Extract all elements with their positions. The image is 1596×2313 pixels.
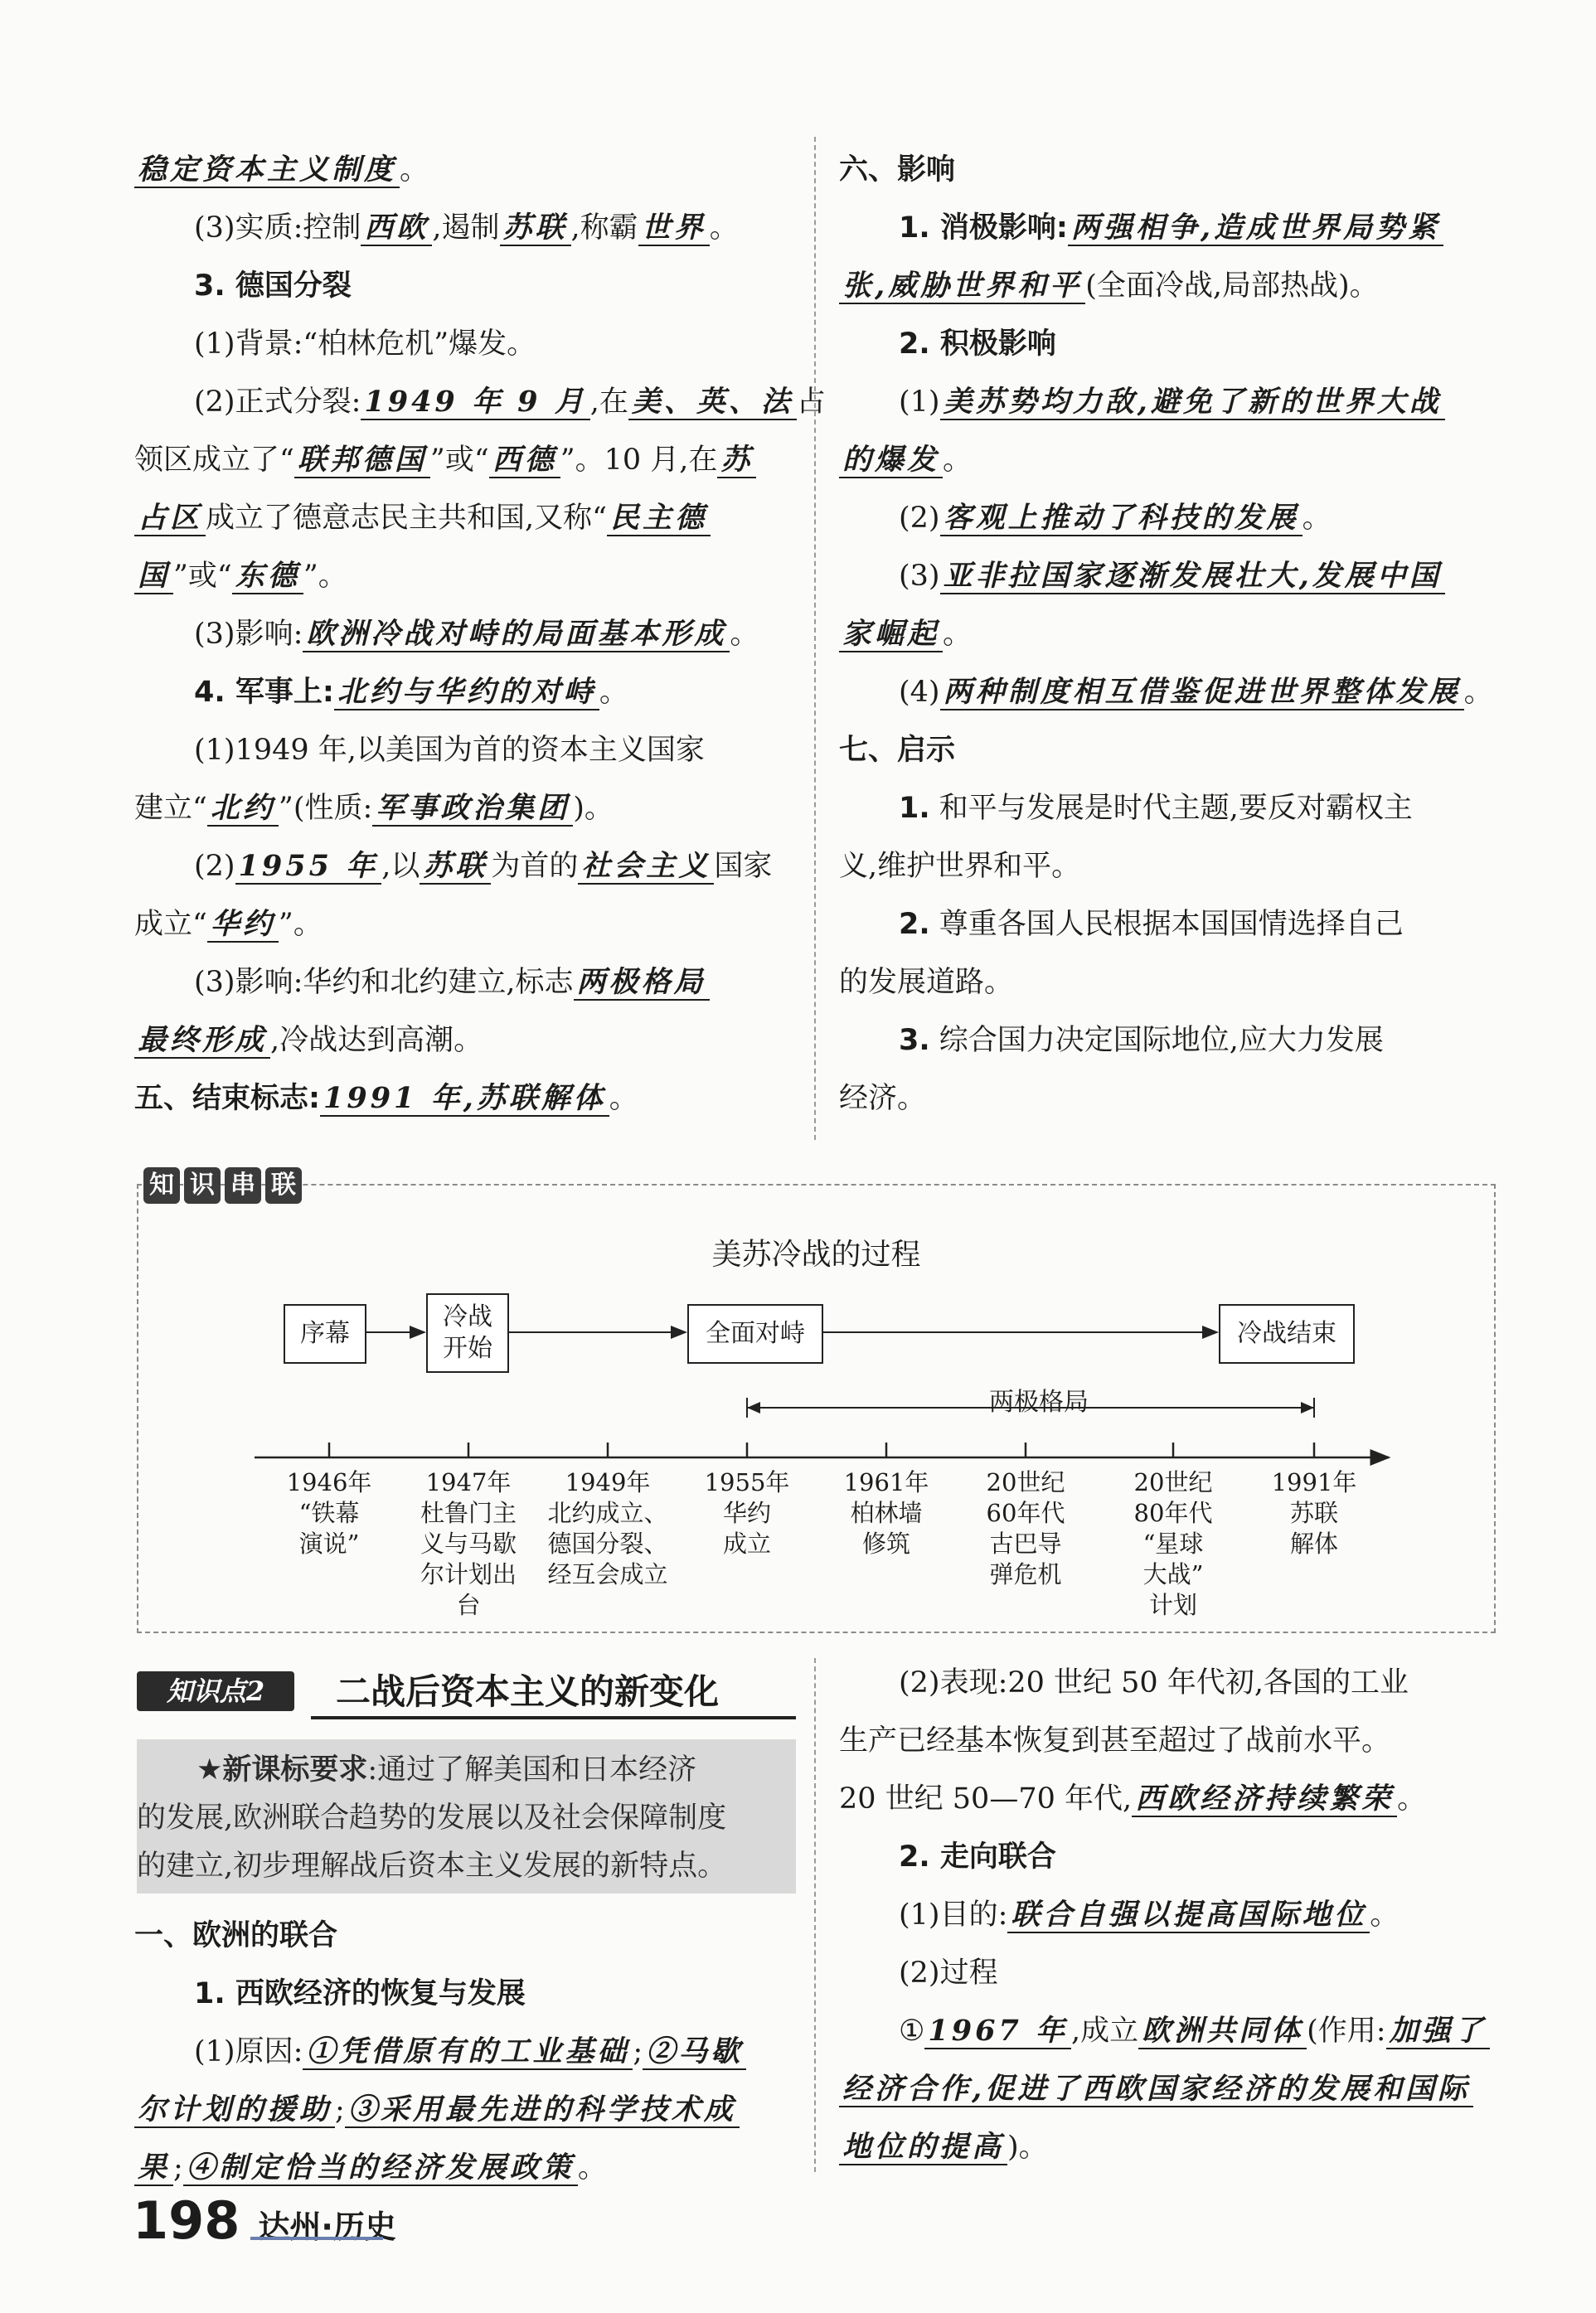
answer-fill: 军事政治集团 — [372, 791, 573, 827]
text-span: (2)表现:20 世纪 50 年代初,各国的工业 — [899, 1666, 1409, 1700]
text-line — [134, 373, 826, 431]
text-line — [839, 2060, 1498, 2118]
answer-fill: 两极格局 — [574, 965, 710, 1001]
text-line — [134, 141, 793, 199]
text-span: 为首的 — [491, 850, 579, 883]
text-span: (3)影响: — [194, 618, 303, 651]
answer-fill: 联合自强以提高国际地位 — [1007, 1898, 1370, 1933]
item-heading: 4. 军事上: — [194, 676, 334, 709]
event-1961: 1961年 柏林墙 修筑 — [843, 1468, 929, 1558]
section-heading: 一、欧洲的联合 — [134, 1919, 338, 1952]
text-span: ”。 — [303, 560, 347, 593]
badge-char: 识 — [184, 1167, 221, 1204]
answer-fill: 最终形成 — [134, 1023, 270, 1059]
text-span: (1)目的: — [899, 1898, 1008, 1932]
text-line — [134, 431, 793, 489]
answer-fill: 华约 — [207, 907, 279, 943]
answer-fill: 美、英、法 — [628, 385, 797, 420]
text-span: 经济。 — [839, 1082, 927, 1115]
answer-fill: 西欧 — [361, 211, 432, 246]
event-1949: 1949年 北约成立、 德国分裂、 经互会成立 — [547, 1468, 668, 1588]
text-span: (2) — [899, 502, 940, 535]
text-span: 。 — [943, 618, 973, 651]
text-line — [839, 431, 1498, 489]
knowledge-series-box — [137, 1171, 1496, 1633]
text-span: (1)1949 年,以美国为首的资本主义国家 — [194, 734, 705, 767]
answer-fill: 果 — [134, 2151, 173, 2186]
text-line — [134, 2023, 793, 2081]
badge-char: 知 — [143, 1167, 180, 1204]
text-line — [134, 547, 793, 605]
text-line — [839, 779, 1498, 837]
badge-char: 串 — [225, 1167, 261, 1204]
text-line — [134, 663, 793, 721]
text-line — [134, 315, 793, 373]
answer-fill: 两种制度相互借鉴促进世界整体发展 — [940, 675, 1464, 710]
knowledge-point-badge: 知识点2 — [137, 1671, 294, 1711]
standard-line-2: 的发展,欧洲联合趋势的发展以及社会保障制度 — [137, 1801, 727, 1835]
text-line — [134, 953, 793, 1011]
answer-fill: 家崛起 — [839, 617, 943, 652]
item-heading: 3. — [899, 1024, 930, 1057]
text-span: 义,维护世界和平。 — [839, 850, 1081, 883]
text-span: (2)正式分裂: — [194, 386, 361, 419]
text-span: ,以 — [381, 850, 420, 883]
answer-fill: 稳定资本主义制度 — [134, 153, 400, 188]
text-line — [134, 837, 793, 895]
text-line — [839, 2118, 1498, 2176]
text-span: )。 — [573, 792, 614, 825]
answer-fill: 1967 年 — [924, 2014, 1071, 2049]
text-span: ,在 — [589, 386, 628, 419]
answer-fill: 国 — [134, 559, 173, 594]
answer-fill: 北约 — [207, 791, 279, 827]
text-span: 。 — [609, 1082, 638, 1115]
answer-fill: 西欧经济持续繁荣 — [1132, 1782, 1397, 1817]
text-span: ; — [633, 2035, 643, 2068]
answer-fill: ②马歇 — [643, 2034, 746, 2070]
text-span: 。 — [577, 2151, 607, 2184]
answer-fill: 两强相争,造成世界局势紧 — [1068, 211, 1443, 246]
answer-fill: 欧洲冷战对峙的局面基本形成 — [303, 617, 730, 652]
text-span: 20 世纪 50—70 年代, — [839, 1782, 1133, 1816]
answer-fill: 亚非拉国家逐渐发展壮大,发展中国 — [940, 559, 1445, 594]
text-span: (作用: — [1307, 2015, 1386, 2048]
text-span: 。 — [730, 618, 759, 651]
item-heading: 2. — [899, 908, 930, 941]
box-prelude: 序幕 — [284, 1304, 366, 1364]
diagram-lines — [138, 1186, 1494, 1632]
event-1955: 1955年 华约 成立 — [704, 1468, 790, 1558]
text-span: (3)影响:华约和北约建立,标志 — [194, 966, 574, 999]
text-span: ; — [173, 2151, 183, 2184]
answer-fill: 民主德 — [607, 501, 711, 536]
text-span: ”。10 月,在 — [560, 444, 718, 477]
footer-underline — [250, 2237, 383, 2240]
answer-fill: 联邦德国 — [294, 443, 430, 478]
answer-fill: 东德 — [232, 559, 303, 594]
text-span: (2) — [194, 850, 235, 883]
text-span: 和平与发展是时代主题,要反对霸权主 — [929, 792, 1413, 825]
text-span: 。 — [599, 676, 628, 709]
item-heading: 1. 西欧经济的恢复与发展 — [194, 1977, 526, 2010]
text-line — [134, 1011, 793, 1069]
answer-fill: 社会主义 — [578, 849, 714, 885]
text-line — [134, 489, 793, 547]
text-line — [134, 257, 793, 315]
text-span: 成立“ — [134, 908, 207, 941]
text-line — [839, 721, 1498, 779]
event-1947: 1947年 杜鲁门主 义与马歇 尔计划出 台 — [420, 1468, 517, 1619]
answer-fill: 的爆发 — [839, 443, 943, 478]
answer-fill: 世界 — [638, 211, 710, 246]
text-span: 国家 — [714, 850, 773, 883]
text-line — [839, 199, 1498, 257]
text-span: (1) — [899, 386, 940, 419]
left-column-bottom — [134, 1907, 793, 2197]
knowledge-point-2-header — [137, 1668, 796, 1718]
diagram-title: 美苏冷战的过程 — [711, 1238, 921, 1272]
standard-label: ★新课标要求 — [196, 1753, 368, 1787]
book-name: 达州·历史 — [258, 2209, 396, 2245]
answer-fill: 苏 — [717, 443, 756, 478]
answer-fill: 张,威胁世界和平 — [839, 269, 1085, 304]
answer-fill: 苏联 — [420, 849, 491, 885]
box-full-confrontation: 全面对峙 — [687, 1304, 823, 1364]
text-span: (2)过程 — [899, 1957, 998, 1990]
answer-fill: 1955 年 — [235, 849, 382, 885]
section-heading: 七、启示 — [839, 734, 956, 767]
text-span: 。 — [709, 211, 739, 245]
text-span: ,称霸 — [570, 211, 638, 245]
text-span: ,冷战达到高潮。 — [270, 1024, 483, 1057]
item-heading: 1. — [899, 792, 930, 825]
standard-text: :通过了解美国和日本经济 — [367, 1753, 697, 1787]
text-line — [839, 1069, 1498, 1127]
text-span: (4) — [899, 676, 940, 709]
text-line — [839, 837, 1498, 895]
text-line — [839, 373, 1498, 431]
answer-fill: ①凭借原有的工业基础 — [303, 2034, 633, 2070]
left-column-top — [134, 141, 826, 1127]
text-span: ,成立 — [1071, 2015, 1139, 2048]
text-line — [839, 547, 1498, 605]
text-line — [839, 141, 1498, 199]
text-span: 占 — [796, 386, 826, 419]
text-span: (3)实质:控制 — [194, 211, 361, 245]
text-span: 。 — [943, 444, 973, 477]
answer-fill: 1949 年 9 月 — [361, 385, 589, 420]
column-divider-top — [814, 137, 816, 1140]
text-span: ”(性质: — [278, 792, 373, 825]
text-span: )。 — [1007, 2131, 1048, 2164]
text-line — [839, 2002, 1498, 2060]
text-span: (3) — [899, 560, 940, 593]
item-heading: 1. 消极影响: — [899, 211, 1068, 245]
text-line — [839, 489, 1498, 547]
answer-fill: 西德 — [489, 443, 560, 478]
event-1960s: 20世纪 60年代 古巴导 弹危机 — [986, 1468, 1065, 1588]
event-1946: 1946年 “铁幕 演说” — [286, 1468, 372, 1558]
right-column-top — [839, 141, 1498, 1127]
text-line — [839, 953, 1498, 1011]
answer-fill: 美苏势均力敌,避免了新的世界大战 — [940, 385, 1445, 420]
text-span: ① — [899, 2015, 925, 2048]
answer-fill: 欧洲共同体 — [1138, 2014, 1307, 2049]
column-divider-bottom — [814, 1658, 816, 2172]
text-line — [134, 199, 793, 257]
page-number: 198 — [133, 2190, 240, 2251]
text-line — [839, 1011, 1498, 1069]
curriculum-standard-box — [137, 1739, 796, 1894]
box-cold-war-start: 冷战 开始 — [426, 1293, 509, 1373]
text-line — [134, 2081, 793, 2139]
answer-fill: 客观上推动了科技的发展 — [940, 501, 1303, 536]
section-heading: 五、结束标志: — [134, 1082, 320, 1115]
text-line — [839, 895, 1498, 953]
right-column-bottom — [839, 1654, 1498, 2176]
knowledge-point-title: 二战后资本主义的新变化 — [336, 1671, 720, 1712]
answer-fill: 占区 — [134, 501, 206, 536]
text-span: ; — [335, 2093, 345, 2126]
text-span: ”。 — [278, 908, 323, 941]
text-line — [839, 605, 1498, 663]
text-span: 生产已经基本恢复到甚至超过了战前水平。 — [839, 1724, 1391, 1758]
text-line — [134, 895, 793, 953]
text-line — [839, 663, 1498, 721]
event-1980s: 20世纪 80年代 “星球 大战” 计划 — [1133, 1468, 1213, 1619]
event-1991: 1991年 苏联 解体 — [1271, 1468, 1357, 1558]
answer-fill: 北约与华约的对峙 — [334, 675, 599, 710]
text-line — [134, 721, 793, 779]
standard-line-1 — [137, 1746, 796, 1794]
text-span: (1)背景:“柏林危机”爆发。 — [194, 327, 536, 361]
text-line — [839, 1828, 1498, 1886]
text-line — [839, 1886, 1498, 1944]
text-span: 成立了德意志民主共和国,又称“ — [206, 502, 608, 535]
text-line — [839, 1944, 1498, 2002]
text-span: 综合国力决定国际地位,应大力发展 — [929, 1024, 1384, 1057]
text-line — [839, 1654, 1498, 1712]
answer-fill: 1991 年,苏联解体 — [320, 1081, 609, 1117]
text-line — [839, 1712, 1498, 1770]
answer-fill: 苏联 — [500, 211, 571, 246]
box-cold-war-end: 冷战结束 — [1219, 1304, 1355, 1364]
text-line — [134, 779, 793, 837]
text-span: 建立“ — [134, 792, 207, 825]
text-span: ”或“ — [173, 560, 232, 593]
answer-fill: ④制定恰当的经济发展政策 — [183, 2151, 578, 2186]
text-span: ,遏制 — [432, 211, 500, 245]
answer-fill: 加强了 — [1386, 2014, 1490, 2049]
text-span: 的发展道路。 — [839, 966, 1014, 999]
section-heading: 六、影响 — [839, 153, 956, 187]
text-line — [134, 1069, 793, 1127]
text-span: ”或“ — [429, 444, 489, 477]
answer-fill: 经济合作,促进了西欧国家经济的发展和国际 — [839, 2072, 1473, 2107]
text-line — [134, 1965, 793, 2023]
text-span: 。 — [1397, 1782, 1427, 1816]
standard-line-3: 的建立,初步理解战后资本主义发展的新特点。 — [137, 1850, 727, 1883]
answer-fill: ③采用最先进的科学技术成 — [345, 2092, 740, 2128]
answer-fill: 地位的提高 — [839, 2130, 1007, 2165]
span-label: 两极格局 — [989, 1388, 1089, 1417]
item-heading: 3. 德国分裂 — [194, 269, 352, 303]
text-span: (1)原因: — [194, 2035, 303, 2068]
item-heading: 2. 走向联合 — [899, 1840, 1056, 1874]
text-span: 。 — [400, 153, 429, 187]
text-line — [839, 315, 1498, 373]
text-line — [839, 257, 1498, 315]
text-span: 。 — [1463, 676, 1493, 709]
text-span: 。 — [1370, 1898, 1400, 1932]
text-line — [134, 1907, 793, 1965]
text-span: 领区成立了“ — [134, 444, 294, 477]
text-span: 。 — [1302, 502, 1332, 535]
answer-fill: 尔计划的援助 — [134, 2092, 335, 2128]
text-line — [839, 1770, 1498, 1828]
text-line — [134, 605, 793, 663]
badge-char: 联 — [265, 1167, 302, 1204]
text-span: (全面冷战,局部热战)。 — [1085, 269, 1379, 303]
item-heading: 2. 积极影响 — [899, 327, 1056, 361]
text-span: 尊重各国人民根据本国国情选择自己 — [929, 908, 1404, 941]
